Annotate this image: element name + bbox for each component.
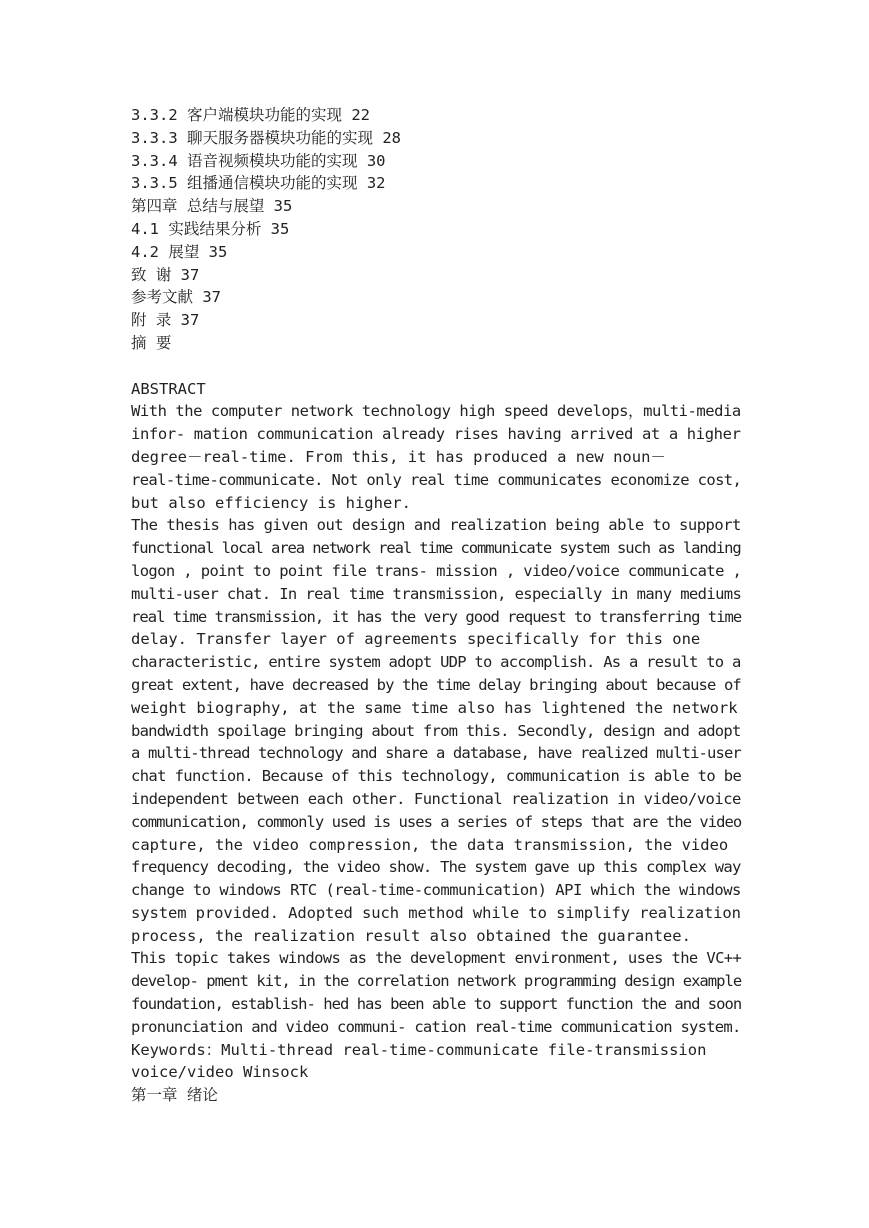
- keywords: [131, 1039, 741, 1085]
- text-line: change to windows RTC (real-time-communication) API which the windows: [131, 881, 741, 900]
- blank-line: [131, 355, 741, 378]
- text-line: real-time-communicate. Not only real time communicates economize cost,: [131, 470, 742, 489]
- text-line: weight biography, at the same time also has lightened the network: [131, 698, 738, 717]
- text-line: foundation, establish- hed has been able to support function the and soon: [131, 995, 742, 1014]
- text-line: a multi-thread technology and share a database, have realized multi-user: [131, 744, 741, 763]
- text-line: independent between each other. Functional realization in video/voice: [131, 789, 741, 808]
- text-line: develop- pment kit, in the correlation network programming design example: [131, 972, 742, 991]
- toc-entry-4-2: 4.2 展望 35: [131, 242, 228, 261]
- text-line: great extent, have decreased by the time delay bringing about because of: [131, 675, 741, 694]
- abstract-heading: ABSTRACT: [131, 379, 206, 398]
- abstract-paragraph-1: [131, 400, 741, 514]
- abstract-cn-heading: 摘 要: [131, 333, 172, 352]
- text-line: system provided. Adopted such method while to simplify realization: [131, 903, 741, 922]
- text-line: With the computer network technology high speed develops，multi-media: [131, 402, 741, 421]
- text-line: delay. Transfer layer of agreements specifically for this one: [131, 630, 701, 649]
- text-line: frequency decoding, the video show. The system gave up this complex way: [131, 858, 741, 877]
- keywords-line: Keywords：Multi-thread real-time-communicate file-transmission: [131, 1040, 707, 1059]
- toc-entry-appendix: 附 录 37: [131, 311, 200, 330]
- text-line: chat function. Because of this technology, communication is able to be: [131, 767, 742, 786]
- toc-entry-3-3-5: 3.3.5 组播通信模块功能的实现 32: [131, 174, 386, 193]
- text-line: degree－real-time. From this, it has produced a new noun－: [131, 447, 666, 466]
- table-of-contents: [131, 104, 741, 332]
- text-line: pronunciation and video communi- cation real-time communication system.: [131, 1017, 741, 1036]
- text-line: real time transmission, it has the very good request to transferring time: [131, 607, 742, 626]
- text-line: but also efficiency is higher.: [131, 493, 411, 512]
- toc-entry-3-3-4: 3.3.4 语音视频模块功能的实现 30: [131, 151, 386, 170]
- chapter-1-heading: 第一章 绪论: [131, 1086, 218, 1105]
- toc-entry-4-1: 4.1 实践结果分析 35: [131, 219, 290, 238]
- text-line: process, the realization result also obtained the guarantee.: [131, 926, 691, 945]
- text-line: functional local area network real time communicate system such as landing: [131, 539, 741, 558]
- text-line: The thesis has given out design and realization being able to support: [131, 516, 741, 535]
- document-page: [131, 104, 741, 1107]
- text-line: communication, commonly used is uses a series of steps that are the video: [131, 812, 742, 831]
- text-line: characteristic, entire system adopt UDP to accomplish. As a result to a: [131, 653, 741, 672]
- toc-entry-references: 参考文献 37: [131, 288, 221, 307]
- toc-entry-acknowledgements: 致 谢 37: [131, 265, 200, 284]
- keywords-line: voice/video Winsock: [131, 1063, 309, 1082]
- abstract-paragraph-3: [131, 947, 741, 1038]
- toc-entry-3-3-2: 3.3.2 客户端模块功能的实现 22: [131, 106, 370, 124]
- text-line: bandwidth spoilage bringing about from this. Secondly, design and adopt: [131, 721, 741, 740]
- text-line: This topic takes windows as the development environment, uses the VC++: [131, 949, 742, 968]
- toc-entry-chapter-4: 第四章 总结与展望 35: [131, 197, 293, 216]
- text-line: logon , point to point file trans- mission , video/voice communicate ,: [131, 561, 742, 580]
- text-line: capture, the video compression, the data transmission, the video: [131, 835, 729, 854]
- text-line: infor- mation communication already rises having arrived at a higher: [131, 425, 741, 444]
- toc-entry-3-3-3: 3.3.3 聊天服务器模块功能的实现 28: [131, 128, 401, 147]
- text-line: multi-user chat. In real time transmission, especially in many mediums: [131, 584, 742, 603]
- abstract-paragraph-2: [131, 514, 741, 947]
